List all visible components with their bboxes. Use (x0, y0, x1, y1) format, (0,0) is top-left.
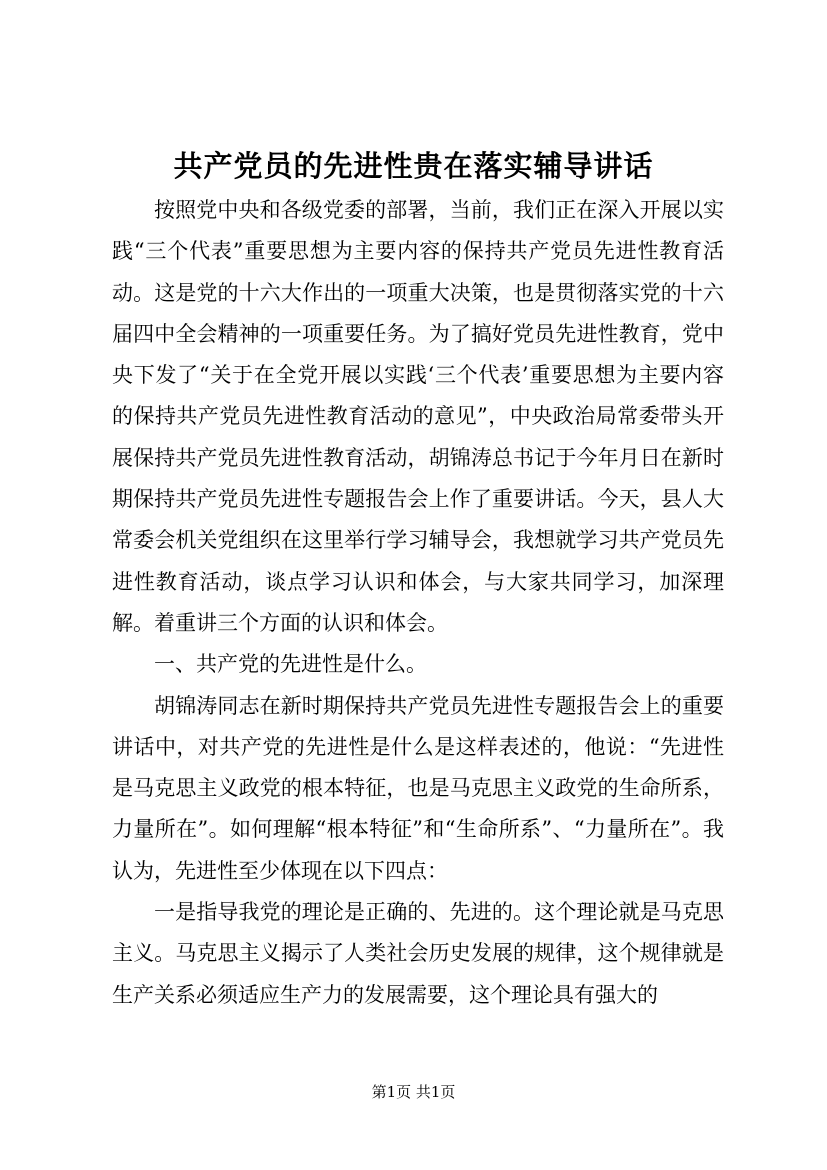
paragraph-point-one: 一是指导我党的理论是正确的、先进的。这个理论就是马克思主义。马克思主义揭示了人类社会历史发展的规律，这个规律就是生产关系必须适应生产力的发展需要，这个理论具有强大的 (112, 900, 724, 1007)
paragraph-intro: 按照党中央和各级党委的部署，当前，我们正在深入开展以实践“三个代表”重要思想为主要内容的保持共产党员先进性教育活动。这是党的十六大作出的一项重大决策，也是贯彻落实党的十六届四中全会精神的一项重要任务。为了搞好党员先进性教育，党中央下发了“关于在全党开展以实践‘三个代表’重要思想为主要内容的保持共产党员先进性教育活动的意见”，中央政治局常委带头开展保持共产党员先进性教育活动，胡锦涛总书记于今年月日在新时期保持共产党员先进性专题报告会上作了重要讲话。今天，县人大常委会机关党组织在这里举行学习辅导会，我想就学习共产党员先进性教育活动，谈点学习认识和体会，与大家共同学习，加深理解。着重讲三个方面的认识和体会。 (112, 198, 724, 635)
paragraph-quote: 胡锦涛同志在新时期保持共产党员先进性专题报告会上的重要讲话中，对共产党的先进性是什么是这样表述的，他说：“先进性是马克思主义政党的根本特征，也是马克思主义政党的生命所系，力量所在”。如何理解“根本特征”和“生命所系”、“力量所在”。我认为，先进性至少体现在以下四点： (112, 693, 724, 883)
document-title: 共产党员的先进性贵在落实辅导讲话 (173, 149, 654, 183)
document-body (112, 190, 724, 1016)
paragraph-section-heading: 一、共产党的先进性是什么。 (154, 652, 427, 677)
page-footer: 第1页 共1页 (371, 1083, 456, 1101)
